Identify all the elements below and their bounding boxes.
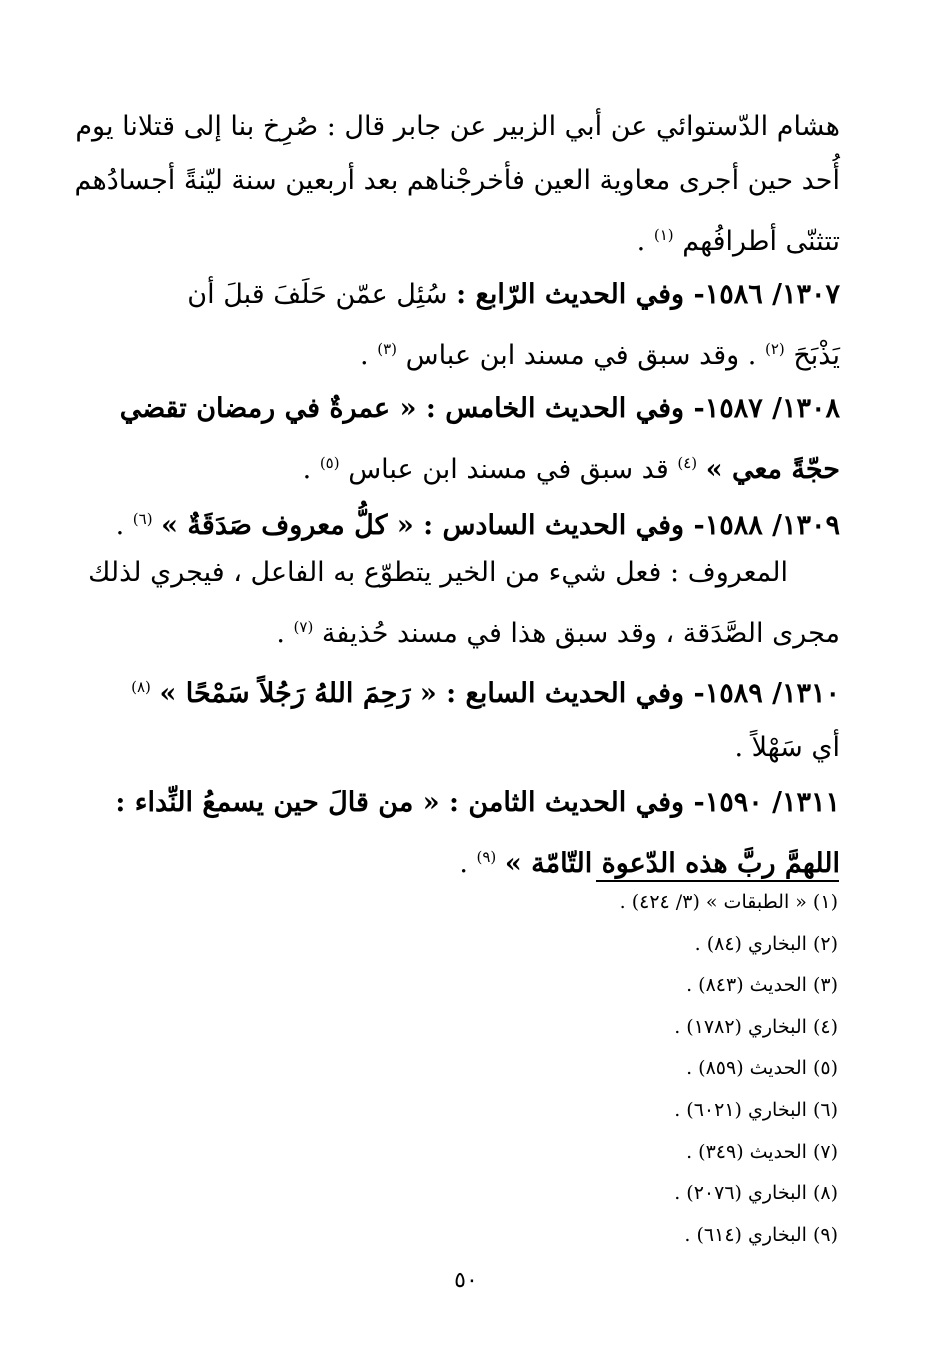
p1-line-3-text: تتثنّى أطرافُهم xyxy=(682,226,840,257)
footnote-5: (٥) الحديث (٨٥٩) . xyxy=(686,1057,838,1080)
footnote-ref-5: (٥) xyxy=(319,454,340,472)
footnote-4: (٤) البخاري (١٧٨٢) . xyxy=(674,1015,838,1038)
p5-end: . xyxy=(276,618,285,649)
hadith-heading-1311: ١٣١١/ ١٥٩٠- وفي الحديث الثامن : « من قالَ حين يسمعُ النِّداء : xyxy=(115,787,840,818)
p2-line-2-end: . xyxy=(360,340,369,371)
p3-line-2-bold: حجّةً معي » xyxy=(705,454,840,485)
paragraph-1 xyxy=(74,100,840,269)
p5-line-2-text: مجرى الصَّدَقة ، وقد سبق هذا في مسند حُذيفة xyxy=(321,618,840,649)
hadith-heading-1309: ١٣٠٩/ ١٥٨٨- وفي الحديث السادس : « كلُّ معروف صَدَقَةٌ » xyxy=(161,510,840,541)
p7-line-2-bold: اللهمَّ ربَّ هذه الدّعوة التّامّة » xyxy=(504,848,840,879)
footnote-8: (٨) البخاري (٢٠٧٦) . xyxy=(674,1182,838,1205)
p3-line-2-end: . xyxy=(302,454,312,485)
p1-line-2: أُحد حين أجرى معاوية العين فأخرجْناهم بعد أربعين سنة ليّنةً أجسادُهم xyxy=(74,165,840,196)
footnotes xyxy=(80,882,838,1256)
p6-line-2: أي سَهْلاً . xyxy=(734,732,840,763)
hadith-heading-1307: ١٣٠٧/ ١٥٨٦- وفي الحديث الرّابع : xyxy=(456,279,840,310)
hadith-heading-1310: ١٣١٠/ ١٥٨٩- وفي الحديث السابع : « رَحِمَ اللهُ رَجُلاً سَمْحًا » xyxy=(159,678,840,709)
footnote-ref-1: (١) xyxy=(653,226,674,244)
p2-line-2 xyxy=(80,322,840,383)
p1-line-3 xyxy=(80,208,840,269)
footnote-ref-9: (٩) xyxy=(476,848,497,866)
paragraph-3 xyxy=(80,382,840,497)
p1-line-3-end: . xyxy=(636,226,646,257)
footnote-7: (٧) الحديث (٣٤٩) . xyxy=(686,1140,838,1163)
paragraph-4 xyxy=(80,492,840,553)
footnote-ref-2: (٢) xyxy=(764,340,785,358)
p4-line-1 xyxy=(80,492,840,553)
p2-line-1-rest: سُئِل عمّن حَلَفَ قبلَ أن xyxy=(187,279,448,310)
p7-end: . xyxy=(459,848,468,879)
paragraph-5 xyxy=(80,546,840,661)
footnote-9: (٩) البخاري (٦١٤) . xyxy=(684,1223,838,1246)
footnote-1: (١) « الطبقات » (٣/ ٤٢٤) . xyxy=(619,891,838,913)
footnote-6: (٦) البخاري (٦٠٢١) . xyxy=(674,1098,838,1121)
footnote-ref-6: (٦) xyxy=(132,510,153,528)
p5-line-1: المعروف : فعل شيء من الخير يتطوّع به الفاعل ، فيجري لذلك xyxy=(88,557,788,588)
paragraph-7 xyxy=(80,776,840,891)
p4-end: . xyxy=(115,510,125,541)
footnote-ref-4: (٤) xyxy=(677,454,698,472)
footnote-ref-8: (٨) xyxy=(131,678,151,696)
footnote-3: (٣) الحديث (٨٤٣) . xyxy=(686,974,838,997)
p1-line-1: هشام الدّستوائي عن أبي الزبير عن جابر قال : صُرِخ بنا إلى قتلانا يوم xyxy=(75,111,840,142)
p2-line-1 xyxy=(80,268,840,322)
p5-line-2 xyxy=(80,600,840,661)
p2-line-2-mid: . وقد سبق في مسند ابن عباس xyxy=(405,340,757,371)
p2-line-2-start: يَذْبَحَ xyxy=(793,340,840,371)
footnote-ref-3: (٣) xyxy=(377,340,398,358)
page-number: ٥٠ xyxy=(454,1268,478,1293)
footnote-ref-7: (٧) xyxy=(293,618,314,636)
p3-line-2-mid: قد سبق في مسند ابن عباس xyxy=(348,454,669,485)
hadith-heading-1308: ١٣٠٨/ ١٥٨٧- وفي الحديث الخامس : « عمرةٌ في رمضان تقضي xyxy=(119,393,840,424)
paragraph-6 xyxy=(80,660,840,775)
p6-line-1 xyxy=(80,660,840,721)
footnote-2: (٢) البخاري (٨٤) . xyxy=(694,932,838,955)
p3-line-2 xyxy=(80,436,840,497)
paragraph-2 xyxy=(80,268,840,383)
